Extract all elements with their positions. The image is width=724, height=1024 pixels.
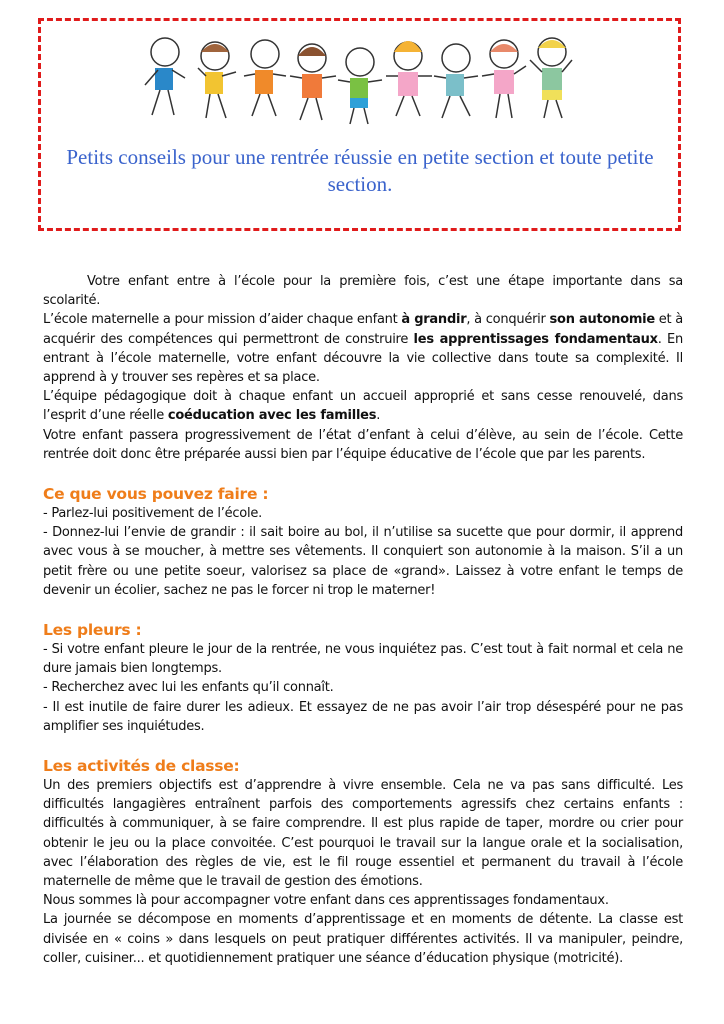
- text: .: [376, 408, 381, 424]
- child-figure: [198, 42, 236, 118]
- section-what-you-can-do: [43, 484, 683, 600]
- text: , à conquérir: [466, 312, 550, 328]
- dancing-children-illustration: [140, 30, 580, 130]
- section-heading: Les activités de classe:: [43, 757, 240, 776]
- intro-paragraph: [43, 310, 683, 387]
- document-body: [43, 272, 683, 968]
- section-line: - Recherchez avec lui les enfants qu’il connaît.: [43, 680, 334, 696]
- intro-paragraph: Votre enfant entre à l’école pour la première fois, c’est une étape importante dans sa scolarité.: [43, 274, 683, 309]
- bold-text: son autonomie: [549, 312, 655, 328]
- section-line: Nous sommes là pour accompagner votre enfant dans ces apprentissages fondamentaux.: [43, 893, 609, 909]
- child-figure: [386, 41, 432, 116]
- text: et à acquérir des compétences qui permettront de construire: [43, 312, 684, 347]
- section-heading: Ce que vous pouvez faire :: [43, 485, 269, 504]
- section-line: - Donnez-lui l’envie de grandir : il sait boire au bol, il n’utilise sa sucette que pour dormir, il apprend avec vous à se moucher, à mettre ses vêtements. Il conquiert son autonomie à la maison. S’il a un petit frère ou une petite soeur, valorisez sa place de «grand». Laissez à votre enfant le temps de devenir un écolier, sachez ne pas le forcer ni trop le materner!: [43, 525, 683, 598]
- section-line: La journée se décompose en moments d’apprentissage et en moments de détente. La classe est divisée en « coins » dans lesquels on peut pratiquer différentes activités. Il va manipuler, peindre, coller, cuisiner... et quotidiennement pratiquer une séance d’éducation physique (motricité).: [43, 912, 683, 966]
- child-figure: [530, 38, 572, 118]
- text: . En entrant à l’école maternelle, votre enfant découvre la vie collective dans toute sa complexité. Il apprend à y trouver ses repères et sa place.: [43, 331, 684, 386]
- child-figure: [244, 40, 286, 116]
- intro-paragraph: [43, 387, 683, 425]
- section-heading: Les pleurs :: [43, 621, 142, 640]
- child-figure: [290, 44, 336, 120]
- section-crying: [43, 620, 683, 736]
- text: L’équipe pédagogique doit à chaque enfant un accueil approprié et sans cesse renouvelé, dans l’esprit d’une réelle: [43, 389, 683, 424]
- section-line: - Parlez-lui positivement de l’école.: [43, 506, 262, 522]
- child-figure: [145, 38, 185, 115]
- intro-paragraph: Votre enfant passera progressivement de l’état d’enfant à celui d’élève, au sein de l’école. Cette rentrée doit donc être préparée aussi bien par l’équipe éducative de l’école que par les parents.: [43, 427, 683, 462]
- section-line: Un des premiers objectifs est d’apprendre à vivre ensemble. Cela ne va pas sans difficulté. Les difficultés langagières entraînent parfois des comportements agressifs chez certains enfants : difficultés à communiquer, à se faire comprendre. Il est plus rapide de taper, mordre ou crier pour obtenir le jeu ou la place convoitée. C’est pourquoi le travail sur la langue orale et la socialisation, avec l’élaboration des règles de vie, est le fil rouge essentiel et permanent du travail à l’école maternelle de même que le travail de gestion des émotions.: [43, 778, 683, 890]
- text: L’école maternelle a pour mission d’aider chaque enfant: [43, 312, 402, 328]
- bold-text: les apprentissages fondamentaux: [413, 331, 658, 347]
- section-line: - Si votre enfant pleure le jour de la rentrée, ne vous inquiétez pas. C’est tout à fait normal et cela ne dure jamais bien longtemps.: [43, 642, 683, 677]
- bold-text: à grandir: [401, 312, 467, 328]
- document-title: Petits conseils pour une rentrée réussie en petite section et toute petite section.: [66, 145, 654, 196]
- child-figure: [338, 48, 382, 124]
- section-class-activities: [43, 756, 683, 968]
- bold-text: coéducation avec les familles: [167, 408, 377, 424]
- child-figure: [482, 40, 526, 118]
- section-line: - Il est inutile de faire durer les adieux. Et essayez de ne pas avoir l’air trop désespéré pour ne pas amplifier ses inquiétudes.: [43, 699, 683, 734]
- child-figure: [434, 44, 478, 118]
